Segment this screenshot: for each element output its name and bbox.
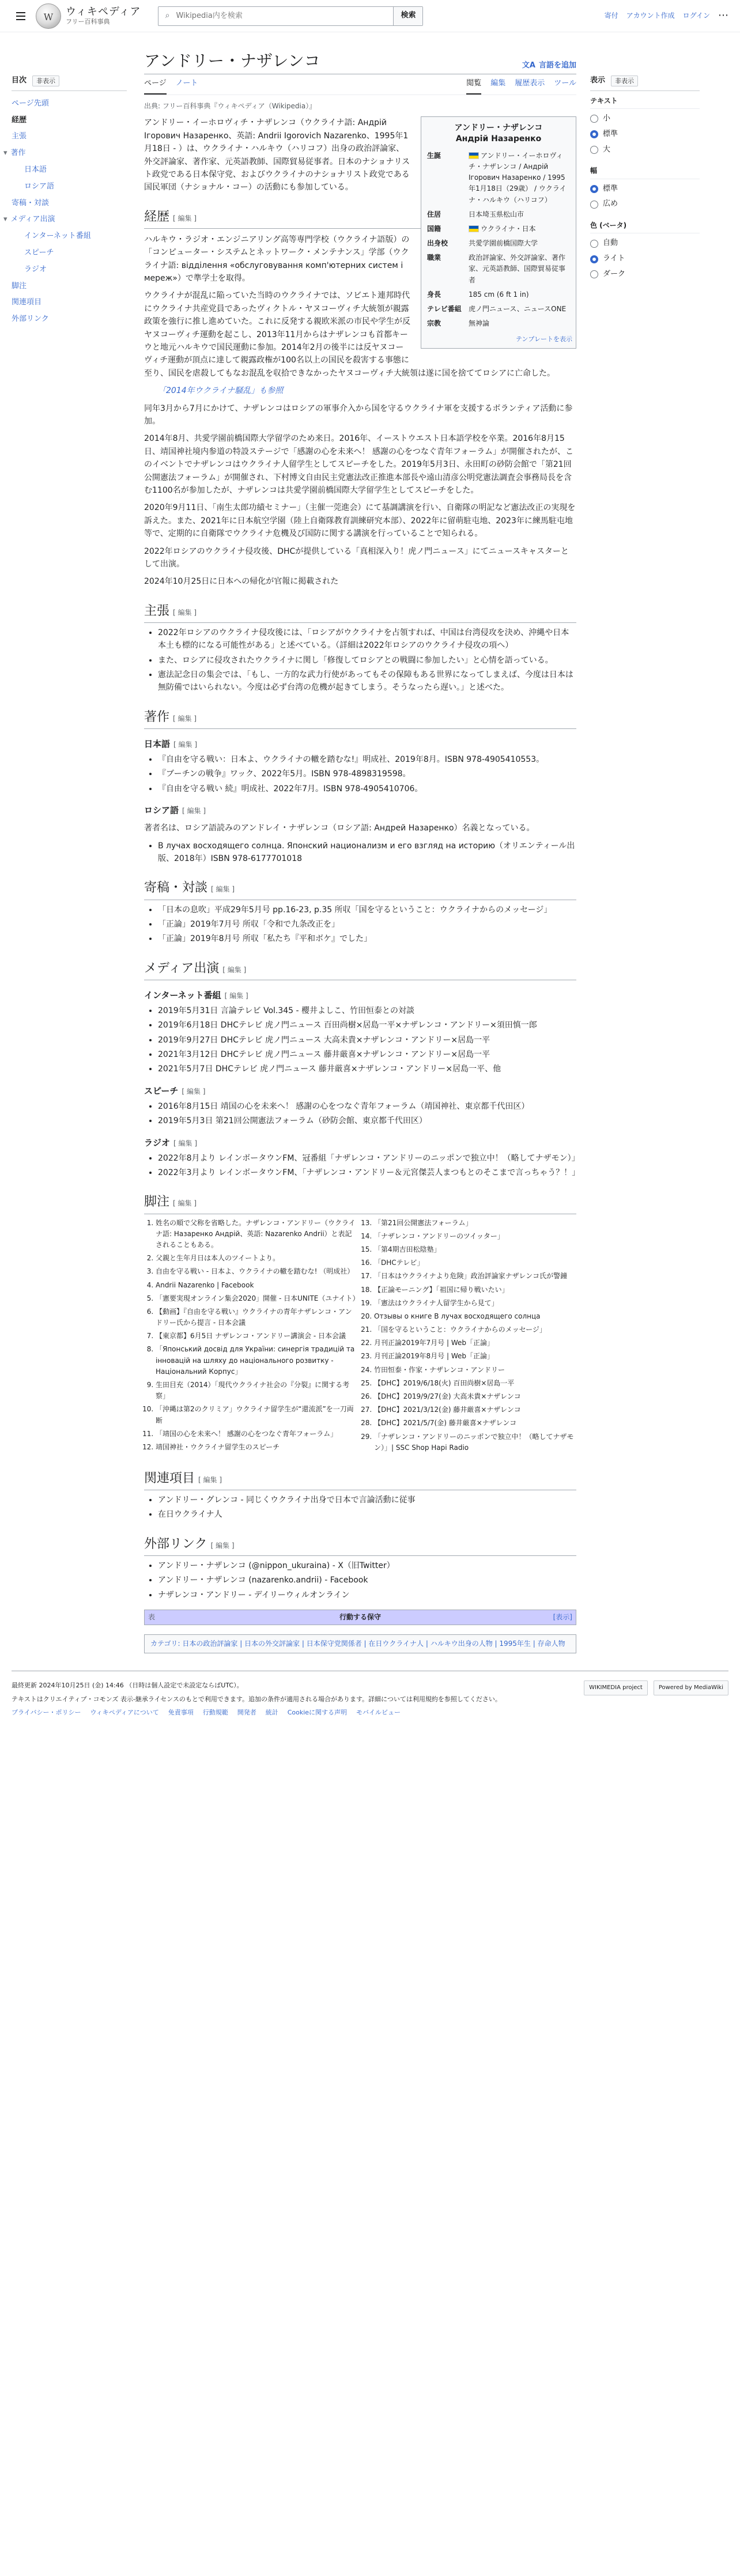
navbox <box>144 1610 576 1625</box>
edit-section-link[interactable]: [ 編集 ] <box>173 1199 197 1208</box>
radio-option[interactable] <box>590 182 700 197</box>
list-item: 22. 月刊正論2019年7月号 | Web「正論」 <box>374 1338 576 1349</box>
globe-icon <box>36 3 61 29</box>
list-item: • 2019年5月31日 言論テレビ Vol.345 - 櫻井よしこ、竹田恒泰との対談 <box>158 1004 576 1017</box>
list-item: • 2016年8月15日 靖国の心を未来へ！ 感謝の心をつなぐ青年フォーラム（靖国神社、東京都千代田区） <box>158 1100 576 1113</box>
search-input[interactable] <box>176 7 393 25</box>
toc-item[interactable]: 主張 <box>12 132 27 141</box>
footer-link[interactable]: 免責事項 <box>168 1709 194 1717</box>
flag-icon <box>469 152 479 159</box>
list-item: • 憲法記念日の集会では、「もし、一方的な武力行使があってもその保障もある世界になってしまえば、今度は日本は無防備ではいられない。今度は必ず台湾の危機が起きてしまう。そうなったら遅い。」と述べた。 <box>158 668 576 694</box>
footer-link[interactable]: 行動規範 <box>202 1709 228 1717</box>
list-item: 19. 「憲法はウクライナ人留学生から見て」 <box>374 1298 576 1309</box>
list-item: 11. 「靖国の心を未来へ！ 感謝の心をつなぐ青年フォーラム」 <box>156 1429 358 1440</box>
career-paragraph: 2022年ロシアのウクライナ侵攻後、DHCが提供している「真相深入り！虎ノ門ニュース」にてニュースキャスターとして出演。 <box>144 546 569 569</box>
toc-item[interactable]: ▾ メディア出演 <box>12 211 127 228</box>
list-item: • В лучах восходящего солнца. Японский национализм и его взгляд на историю（オリエンティール出版、2018年）ISBN 978-6177701018 <box>158 840 576 866</box>
list-item: • 「正論」2019年8月号 所収「私たち『平和ボケ』でした」 <box>158 932 576 945</box>
infobox-value-text: 日本埼玉県松山市 <box>469 210 524 218</box>
toc-item[interactable]: スピーチ <box>24 248 54 257</box>
career-paragraph: 同年3月から7月にかけて、ナザレンコはロシアの軍事介入から国を守るウクライナ軍を支援するボランティア活動に参加。 <box>144 403 573 426</box>
list-item: 16. 「DHCテレビ」 <box>374 1257 576 1268</box>
section-claims-heading: 主張 [ 編集 ] <box>144 601 576 623</box>
section-related-heading: 関連項目 [ 編集 ] <box>144 1468 576 1490</box>
lead-paragraph: アンドリー・イーホロヴィチ・ナザレンコ（ウクライナ語: Андрій Ігорович Назаренко、英語: Andrii Igorovich Nazarenko、1995年1月18日 - ）は、ウクライナ・ハルキウ（ハリコフ）出身の政治評論家、外交評論家、著作家、元英語教師、国際貿易従事者。日本のナショナリスト政党である日本保守党、およびウクライナのナショナリスト政党である国民軍団（ナショナル・コー）の活動にも参加している。 <box>144 118 410 192</box>
text-size-label: テキスト <box>590 96 700 109</box>
list-item: 12. 靖国神社・ウクライナ留学生のスピーチ <box>156 1442 358 1453</box>
infobox-value-text: ウクライナ・日本 <box>481 224 536 233</box>
list-item: • 在日ウクライナ人 <box>158 1508 576 1521</box>
list-item: 13. 「第21回公開憲法フォーラム」 <box>374 1218 576 1229</box>
toc-item[interactable]: 脚注 <box>12 281 27 290</box>
content-list <box>158 1152 580 1180</box>
main-menu-icon[interactable] <box>12 7 30 25</box>
infobox-value-text: 共愛学園前橋国際大学 <box>469 239 538 248</box>
radio-icon[interactable] <box>590 270 598 278</box>
list-item: 3. 自由を守る戦い - 日本よ、ウクライナの轍を踏むな! （明成社） <box>156 1266 358 1277</box>
list-item: 18. 【正論モーニング】「祖国に帰り戦いたい」 <box>374 1285 576 1295</box>
footer-badge[interactable]: Powered by MediaWiki <box>654 1680 728 1695</box>
russian-paragraph: 著者名は、ロシア語読みのアンドレイ・ナザレンコ（ロシア語: Андрей Назаренко）名義となっている。 <box>144 824 535 833</box>
radio-icon[interactable] <box>590 255 598 263</box>
radio-label: ダーク <box>603 269 626 278</box>
subsection-net-heading: インターネット番組 [ 編集 ] <box>144 989 248 1000</box>
width-label: 幅 <box>590 165 700 179</box>
infobox-row <box>425 207 572 222</box>
toc-title: 目次 <box>12 76 27 85</box>
radio-label: 標準 <box>603 184 618 193</box>
infobox-value <box>466 316 572 331</box>
radio-option[interactable] <box>590 197 700 212</box>
infobox-value <box>466 222 572 236</box>
section-media-heading: メディア出演 [ 編集 ] <box>144 958 576 980</box>
list-item: 23. 月刊正論2019年8月号 | Web「正論」 <box>374 1351 576 1362</box>
edit-section-link[interactable]: [ 編集 ] <box>182 1087 206 1096</box>
infobox-row <box>425 149 572 207</box>
toc-item[interactable]: 寄稿・対談 <box>12 198 50 207</box>
category-links[interactable]: カテゴリ: 日本の政治評論家 | 日本の外交評論家 | 日本保守党関係者 | 在日ウクライナ人 | ハルキウ出身の人物 | 1995年生 | 存命人物 <box>144 1634 576 1653</box>
infobox-row <box>425 236 572 251</box>
from-line: 出典: フリー百科事典『ウィキペディア（Wikipedia）』 <box>144 102 316 111</box>
content-list <box>158 1004 576 1076</box>
toc-item[interactable]: 日本語 <box>24 165 47 174</box>
search-box <box>158 6 423 26</box>
infobox-key: 宗教 <box>427 319 441 328</box>
navbox-title[interactable]: 行動する保守 <box>339 1612 381 1621</box>
user-link[interactable]: ログイン <box>682 11 710 20</box>
tab-0[interactable]: ページ <box>144 74 167 95</box>
edit-section-link[interactable]: [ 編集 ] <box>173 608 197 617</box>
radio-label: 標準 <box>603 129 618 138</box>
career-paragraph: ウクライナが混乱に陥っていた当時のウクライナでは、ソビエト連邦時代にウクライナ共産党員であったヴィクトル・ヤヌコーヴィチ大統領が親露政策を強行に推し進めていた。これに反発する親欧米派の市民や学生が反ヤヌコーヴィチ運動を起こし、2013年11月からはナザレンコも首都キーウと地元ハルキウで国民運動に参加。2014年2月の後半には反ヤヌコーヴィチ運動が頂点に達して親露政権が100名以上の国民を殺害する事態に至り、国民を虐殺してもなお混乱を収拾できなかったヤヌコーヴィチ大統領は遂に国を捨ててロシアに亡命した。 <box>144 291 556 378</box>
infobox-value-text: 政治評論家、外交評論家、著作家、元英語教師、国際貿易従事者 <box>469 254 566 284</box>
toc-item[interactable]: インターネット番組 <box>24 232 91 241</box>
page-footer <box>12 1671 728 1735</box>
content-list <box>156 1218 576 1456</box>
infobox-value-text: アンドリー・イーホロヴィチ・ナザレンコ / Андрій Ігорович Назаренко / 1995年1月18日（29歳） / ウクライナ・ハルキウ（ハリコフ） <box>469 151 567 204</box>
more-options-icon[interactable]: ⋯ <box>718 9 728 22</box>
list-item: • 『自由を守る戦い 続』明成社、2022年7月。ISBN 978-4905410706。 <box>158 783 576 795</box>
content-list <box>158 753 576 795</box>
infobox-key: 出身校 <box>427 239 448 248</box>
list-item: 2. 父親と生年月日は本人のツイートより。 <box>156 1253 358 1264</box>
edit-section-link[interactable]: [ 編集 ] <box>173 714 197 723</box>
main-content <box>127 32 580 1653</box>
toc-item[interactable]: ラジオ <box>24 265 47 274</box>
infobox-value <box>466 207 572 222</box>
toc-hide-button[interactable]: 非表示 <box>32 75 59 87</box>
page-title: アンドリー・ナザレンコ <box>144 51 320 70</box>
list-item: • また、ロシアに侵攻されたウクライナに関し「修復してロシアとの戦闘に参加したい」と心情を語っている。 <box>158 654 576 667</box>
user-links <box>605 7 728 24</box>
infobox-value-text: 虎ノ門ニュース、ニュースONE <box>469 305 567 313</box>
hatnote-link[interactable]: 「2014年ウクライナ騒乱」も参照 <box>158 386 284 396</box>
toc-item[interactable]: 関連項目 <box>12 298 42 307</box>
add-language-button[interactable]: 文A 言語を追加 <box>522 60 576 72</box>
infobox-key: テレビ番組 <box>427 305 462 313</box>
list-item: 25. 【DHC】2019/6/18(火) 百田尚樹×居島一平 <box>374 1378 576 1389</box>
content-list <box>158 626 576 694</box>
list-item: • 2019年9月27日 DHCテレビ 虎ノ門ニュース 大高未貴×ナザレンコ・アンドリー×居島一平 <box>158 1034 576 1047</box>
list-item: 17. 「日本はウクライナより危険」政治評論家ナザレンコ氏が警鐘 <box>374 1271 576 1282</box>
subsection-speech-heading: スピーチ [ 編集 ] <box>144 1085 206 1096</box>
list-item: 8. 「Японський досвід для України: синергія традицій та інновацій на шляху до національного розвитку - Національний Корпус」 <box>156 1344 358 1377</box>
radio-option[interactable] <box>590 127 700 142</box>
radio-icon[interactable] <box>590 185 598 193</box>
section-contrib-heading: 寄稿・対談 [ 編集 ] <box>144 878 576 900</box>
page-tabs <box>144 74 576 95</box>
footer-link[interactable]: ウィキペディアについて <box>90 1709 159 1717</box>
career-paragraph: ハルキウ・ラジオ・エンジニアリング高等専門学校（ウクライナ語版）の「コンピューター・システムとネットワーク・メンテナンス」学部（ウクライナ語: відділення «обслуговування комп'ютерних систем і мереж»）で準学士を取得。 <box>144 235 410 284</box>
search-icon: ⌕ <box>165 11 170 21</box>
action-tab-2[interactable]: 履歴表示 <box>515 79 545 88</box>
flag-icon <box>469 225 479 232</box>
list-item: • アンドリー・ナザレンコ (@nippon_ukuraina) - X（旧Twitter） <box>158 1559 576 1572</box>
list-item: • 2022年8月より レインボータウンFM、冠番組「ナザレンコ・アンドリーのニッポンで独立中！（略してナザモン）」 <box>158 1152 576 1165</box>
action-tab-3[interactable]: ツール <box>554 79 576 88</box>
infobox <box>421 116 576 349</box>
infobox-row <box>425 316 572 331</box>
list-item: 1. 姓名の順で父称を省略した。ナザレンコ・アンドリー（ウクライナ語: Назаренко Андрій、英語: Nazarenko Andrii）と表記されることもある。 <box>156 1218 358 1251</box>
infobox-row <box>425 302 572 316</box>
list-item: 9. 生田目充（2014）「現代ウクライナ社会の『分裂』に関する考察」 <box>156 1380 358 1402</box>
toc-item[interactable]: 外部リンク <box>12 315 49 324</box>
radio-label: 小 <box>603 114 611 123</box>
footer-link[interactable]: 開発者 <box>237 1709 256 1717</box>
footer-link[interactable]: Cookieに関する声明 <box>287 1709 348 1717</box>
list-item: • 『ブーチンの戦争』ワック、2022年5月。ISBN 978-4898319598。 <box>158 768 576 780</box>
user-link[interactable]: アカウント作成 <box>626 11 675 20</box>
infobox-value <box>466 251 572 288</box>
radio-option[interactable] <box>590 142 700 158</box>
appearance-title: 表示 <box>590 76 606 85</box>
footer-link[interactable]: 統計 <box>265 1709 278 1717</box>
radio-icon[interactable] <box>590 130 598 138</box>
radio-icon[interactable] <box>590 240 598 248</box>
site-header <box>0 0 740 32</box>
radio-label: 大 <box>603 145 611 154</box>
show-template-link[interactable]: テンプレートを表示 <box>515 335 572 343</box>
infobox-key: 職業 <box>427 254 441 262</box>
infobox-key: 住居 <box>427 210 441 218</box>
toc-item[interactable]: 経歴 <box>12 115 27 124</box>
edit-section-link[interactable]: [ 編集 ] <box>173 214 197 222</box>
radio-option[interactable] <box>590 111 700 127</box>
logo-subtitle: フリー百科事典 <box>66 17 110 25</box>
list-item: • ナザレンコ・アンドリー - デイリーウィルオンライン <box>158 1589 576 1601</box>
list-item: 28. 【DHC】2021/5/7(金) 藤井厳喜×ナザレンコ <box>374 1418 576 1429</box>
footer-link[interactable]: モバイルビュー <box>356 1709 401 1717</box>
footer-link[interactable]: プライバシー・ポリシー <box>12 1709 81 1717</box>
section-notes-heading: 脚注 [ 編集 ] <box>144 1192 576 1214</box>
edit-section-link[interactable]: [ 編集 ] <box>222 965 247 974</box>
license-text: テキストはクリエイティブ・コモンズ 表示-継承ライセンスのもとで利用できます。追加の条件が適用される場合があります。詳細については利用規約を参照してください。 <box>12 1695 501 1703</box>
infobox-row <box>425 251 572 288</box>
infobox-value <box>466 288 572 302</box>
list-item: 4. Andrii Nazarenko | Facebook <box>156 1280 358 1291</box>
list-item: • 2019年5月3日 第21回公開憲法フォーラム（砂防会館、東京都千代田区） <box>158 1115 576 1127</box>
list-item: 14. 「ナザレンコ・アンドリーのツイッター」 <box>374 1231 576 1242</box>
content-list <box>158 904 576 946</box>
list-item: • 2022年ロシアのウクライナ侵攻後には、「ロシアがウクライナを占領すれば、中国は台湾侵攻を決め、沖縄や日本本土も標的になる可能性がある」と述べている。（詳細は2022年ロシアのウクライナ侵攻の項へ） <box>158 626 576 652</box>
radio-option[interactable] <box>590 251 700 267</box>
appearance-hide-button[interactable]: 非表示 <box>611 75 638 87</box>
infobox-value <box>466 149 572 207</box>
radio-label: 自動 <box>603 239 618 248</box>
radio-option[interactable] <box>590 267 700 282</box>
list-item: • アンドリー・グレンコ - 同じくウクライナ出身で日本で言論活動に従事 <box>158 1494 576 1506</box>
radio-icon[interactable] <box>590 201 598 209</box>
edit-section-link[interactable]: [ 編集 ] <box>198 1475 222 1484</box>
list-item: 29. 「ナザレンコ・アンドリーのニッポンで独立中！（略してナザモン）」| SSC Shop Hapi Radio <box>374 1431 576 1453</box>
infobox-value <box>466 302 572 316</box>
career-paragraph: 2024年10月25日に日本への帰化が官報に掲載された <box>144 577 339 587</box>
last-updated: 最終更新 2024年10月25日 (金) 14:46 （日時は個人設定で未設定ならばUTC）。 <box>12 1682 243 1690</box>
list-item: • アンドリー・ナザレンコ (nazarenko.andrii) - Facebook <box>158 1574 576 1587</box>
infobox-key: 身長 <box>427 290 441 299</box>
list-item: • 「日本の息吹」平成29年5月号 pp.16-23, p.35 所収「国を守るということ：ウクライナからのメッセージ」 <box>158 904 576 916</box>
infobox-title: アンドリー・ナザレンコ <box>454 123 543 133</box>
infobox-row <box>425 288 572 302</box>
list-item: • 『自由を守る戦い：日本よ、ウクライナの轍を踏むな!』明成社、2019年8月。ISBN 978-4905410553。 <box>158 753 576 766</box>
action-tab-1[interactable]: 編集 <box>490 79 506 88</box>
edit-section-link[interactable]: [ 編集 ] <box>173 741 198 749</box>
footer-badge[interactable]: WIKIMEDIA project <box>584 1680 648 1695</box>
table-of-contents <box>12 32 127 1653</box>
radio-label: 広め <box>603 199 618 209</box>
list-item: • 2021年3月12日 DHCテレビ 虎ノ門ニュース 藤井厳喜×ナザレンコ・アンドリー×居島一平 <box>158 1048 576 1061</box>
content-list <box>158 840 576 866</box>
navbox-toggle[interactable]: [表示] <box>553 1612 572 1621</box>
infobox-value <box>466 236 572 251</box>
edit-section-link[interactable]: [ 編集 ] <box>224 991 248 1000</box>
radio-label: ライト <box>603 254 625 263</box>
content-list <box>158 1494 576 1521</box>
section-career-heading: 経歴 [ 編集 ] <box>144 207 576 229</box>
infobox-value-text: 無神論 <box>469 319 490 328</box>
list-item: 7. 【東京都】6月5日 ナザレンコ・アンドリー講演会 - 日本会議 <box>156 1331 358 1342</box>
infobox-key: 生誕 <box>427 151 441 160</box>
wikipedia-logo[interactable] <box>36 3 141 29</box>
navbox-view-link[interactable]: 表 <box>148 1612 156 1621</box>
career-paragraph: 2020年9月11日、「南生太郎功績セミナー」（主催一莞進会）にて基調講演を行い、自衛隊の明記など憲法改正の実現を訴えた。また、2021年に日本航空学園（陸上自衛隊教育訓練研究本部）、2022年に留萌駐屯地、2023年に練馬駐屯地等で、定期的に自衛隊でウクライナ危機及び国防に関する講演を行っていることで知られる。 <box>144 503 576 539</box>
subsection-russian-heading: ロシア語 [ 編集 ] <box>144 805 206 816</box>
toc-item[interactable]: ページ先頭 <box>12 99 49 108</box>
list-item: 10. 「沖縄は第2のクリミア」ウクライナ留学生が“還流派”を一刀両断 <box>156 1404 358 1426</box>
radio-icon[interactable] <box>590 146 598 154</box>
list-item: 21. 「国を守るということ：ウクライナからのメッセージ」 <box>374 1324 576 1335</box>
content-list <box>158 1100 576 1128</box>
list-item: 27. 【DHC】2021/3/12(金) 藤井厳喜×ナザレンコ <box>374 1404 576 1415</box>
list-item: • 2021年5月7日 DHCテレビ 虎ノ門ニュース 藤井厳喜×ナザレンコ・アンドリー×居島一平、他 <box>158 1063 576 1075</box>
list-item: • 「正論」2019年7月号 所収「令和で九条改正を」 <box>158 918 576 931</box>
list-item: 15. 「第4期吉田松陰塾」 <box>374 1244 576 1255</box>
radio-icon[interactable] <box>590 115 598 123</box>
radio-option[interactable] <box>590 236 700 251</box>
list-item: • 2022年3月より レインボータウンFM、「ナザレンコ・アンドリー＆元宮傑芸人まつもとのそこまで言っちゃう？！」 <box>158 1166 576 1179</box>
career-paragraph: 2014年8月、共愛学園前橋国際大学留学のため来日。2016年、イーストウエスト日本語学校を卒業。2016年8月15日、靖国神社境内参道の特設ステージで「感謝の心を未来へ！ 感謝の心をつなぐ青年フォーラム」が開催されたが、このイベントでナザレンコはウクライナ人留学生としてスピーチをした。2019年5月3日、永田町の砂防会館で「第21回公開憲法フォーラム」が開催され、下村博文自由民主党憲法改正推進本部長や遠山清彦公明党憲法調査会事務局長を含む1100名が参加したが、ナザレンコは共愛学園前橋国際大学留学生としてスピーチをした。 <box>144 434 574 495</box>
appearance-panel <box>576 32 700 1653</box>
edit-section-link[interactable]: [ 編集 ] <box>173 1139 198 1147</box>
color-label: 色 (ベータ) <box>590 220 700 233</box>
toc-item[interactable]: ▾ 著作 <box>12 145 127 162</box>
list-item: 26. 【DHC】2019/9/27(金) 大高未貴×ナザレンコ <box>374 1391 576 1402</box>
infobox-key: 国籍 <box>427 224 441 233</box>
subsection-radio-heading: ラジオ [ 編集 ] <box>144 1137 198 1148</box>
list-item: 24. 竹田恒泰・作家・ナザレンコ・アンドリー <box>374 1365 576 1376</box>
action-tab-0[interactable]: 閲覧 <box>466 74 481 95</box>
section-external-heading: 外部リンク [ 編集 ] <box>144 1534 576 1556</box>
infobox-value-text: 185 cm (6 ft 1 in) <box>469 290 529 299</box>
logo-title: ウィキペディア <box>66 6 141 18</box>
edit-section-link[interactable]: [ 編集 ] <box>210 1541 235 1550</box>
search-button[interactable]: 検索 <box>393 7 422 25</box>
edit-section-link[interactable]: [ 編集 ] <box>182 807 206 815</box>
list-item: 20. Отзывы о книге В лучах восходящего солнца <box>374 1311 576 1322</box>
list-item: • 2019年6月18日 DHCテレビ 虎ノ門ニュース 百田尚樹×居島一平×ナザレンコ・アンドリー×須田慎一郎 <box>158 1019 576 1032</box>
infobox-title-native: Андрій Назаренко <box>455 134 542 143</box>
list-item: 6. 【動画】『自由を守る戦い』ウクライナの青年ナザレンコ・アンドリー氏から提言 - 日本会議 <box>156 1306 358 1328</box>
list-item: 5. 「憲要実現オンライン集会2020」開催 - 日本UNITE（ユナイト） <box>156 1293 358 1304</box>
infobox-row <box>425 222 572 236</box>
section-works-heading: 著作 [ 編集 ] <box>144 707 576 729</box>
toc-item[interactable]: ロシア語 <box>24 182 55 191</box>
translate-icon: 文A <box>522 61 535 70</box>
user-link[interactable]: 寄付 <box>604 11 618 20</box>
subsection-japanese-heading: 日本語 [ 編集 ] <box>144 739 198 749</box>
tab-1[interactable]: ノート <box>175 79 198 88</box>
edit-section-link[interactable]: [ 編集 ] <box>211 885 235 894</box>
content-list <box>158 1559 576 1601</box>
